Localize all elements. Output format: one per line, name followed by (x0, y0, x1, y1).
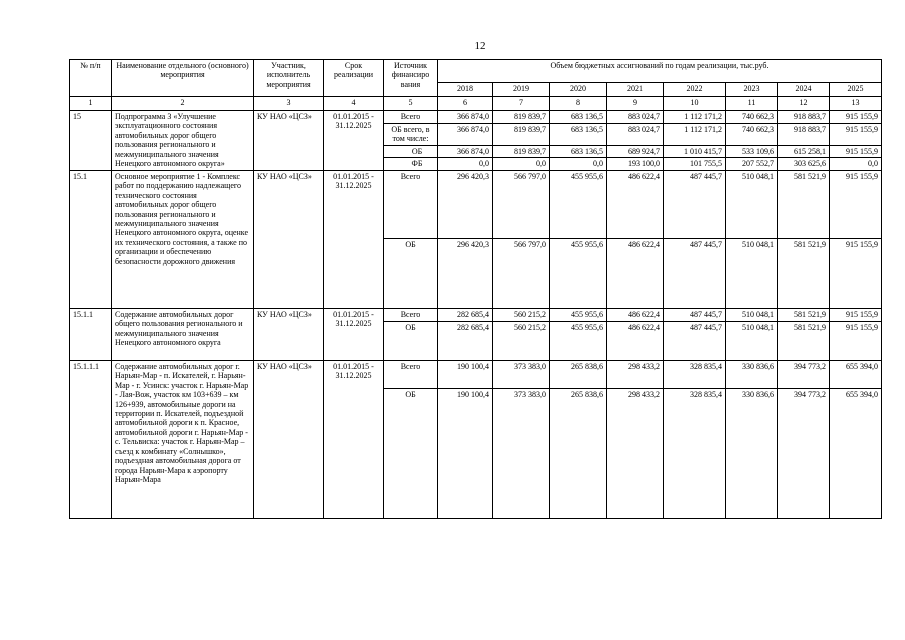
budget-value: 193 100,0 (607, 158, 664, 170)
budget-value: 915 155,9 (830, 308, 882, 321)
column-index-cell: 2 (112, 97, 254, 111)
funding-source: ОБ (384, 388, 438, 518)
budget-value: 1 112 171,2 (664, 111, 726, 124)
budget-value: 683 136,5 (550, 111, 607, 124)
budget-value: 190 100,4 (438, 360, 493, 388)
budget-value: 296 420,3 (438, 170, 493, 238)
budget-value: 655 394,0 (830, 388, 882, 518)
budget-value: 510 048,1 (726, 321, 778, 360)
budget-value: 101 755,5 (664, 158, 726, 170)
funding-source: ОБ (384, 321, 438, 360)
budget-value: 560 215,2 (493, 321, 550, 360)
table-row (70, 170, 882, 238)
funding-source: Всего (384, 170, 438, 238)
budget-value: 581 521,9 (778, 308, 830, 321)
budget-value: 581 521,9 (778, 321, 830, 360)
budget-value: 566 797,0 (493, 238, 550, 308)
budget-value: 282 685,4 (438, 321, 493, 360)
column-index-cell: 11 (726, 97, 778, 111)
index-row (70, 97, 882, 111)
budget-value: 0,0 (830, 158, 882, 170)
budget-value: 366 874,0 (438, 111, 493, 124)
budget-value: 330 836,6 (726, 388, 778, 518)
table-row (70, 360, 882, 388)
item-participant: КУ НАО «ЦСЗ» (254, 360, 324, 518)
budget-value: 296 420,3 (438, 238, 493, 308)
column-index-cell: 8 (550, 97, 607, 111)
budget-value: 915 155,9 (830, 170, 882, 238)
funding-source: ОБ всего, в том числе: (384, 124, 438, 146)
budget-value: 455 955,6 (550, 308, 607, 321)
budget-value: 510 048,1 (726, 170, 778, 238)
year-header-cell: 2025 (830, 83, 882, 97)
budget-value: 510 048,1 (726, 308, 778, 321)
item-participant: КУ НАО «ЦСЗ» (254, 170, 324, 308)
budget-value: 486 622,4 (607, 238, 664, 308)
item-term: 01.01.2015 - 31.12.2025 (324, 170, 384, 308)
header-row (70, 60, 882, 83)
column-index-cell: 13 (830, 97, 882, 111)
budget-value: 533 109,6 (726, 145, 778, 157)
item-term: 01.01.2015 - 31.12.2025 (324, 111, 384, 171)
budget-value: 373 383,0 (493, 388, 550, 518)
budget-value: 819 839,7 (493, 145, 550, 157)
budget-value: 455 955,6 (550, 321, 607, 360)
budget-value: 265 838,6 (550, 388, 607, 518)
column-index-cell: 10 (664, 97, 726, 111)
item-participant: КУ НАО «ЦСЗ» (254, 111, 324, 171)
budget-value: 915 155,9 (830, 111, 882, 124)
budget-value: 303 625,6 (778, 158, 830, 170)
budget-value: 581 521,9 (778, 170, 830, 238)
header-participant: Участник, исполнитель мероприятия (254, 60, 324, 97)
column-index-cell: 9 (607, 97, 664, 111)
budget-value: 1 010 415,7 (664, 145, 726, 157)
column-index-cell: 6 (438, 97, 493, 111)
item-term: 01.01.2015 - 31.12.2025 (324, 308, 384, 360)
budget-value: 366 874,0 (438, 124, 493, 146)
budget-value: 486 622,4 (607, 308, 664, 321)
budget-value: 487 445,7 (664, 238, 726, 308)
budget-value: 394 773,2 (778, 360, 830, 388)
budget-value: 282 685,4 (438, 308, 493, 321)
budget-value: 740 662,3 (726, 111, 778, 124)
column-index-cell: 1 (70, 97, 112, 111)
column-index-cell: 5 (384, 97, 438, 111)
budget-value: 510 048,1 (726, 238, 778, 308)
funding-source: ФБ (384, 158, 438, 170)
budget-value: 455 955,6 (550, 170, 607, 238)
budget-value: 915 155,9 (830, 238, 882, 308)
item-name: Основное мероприятие 1 - Комплекс работ по поддержанию надлежащего технического состояния автомобильных дорог общего пользования регионального и межмуниципального значения Ненецкого автономного округа, оценке их технического состояния, а также по организации и обеспечению безопасности дорожного движения (112, 170, 254, 308)
header-term: Срок реализации (324, 60, 384, 97)
budget-value: 190 100,4 (438, 388, 493, 518)
budget-value: 740 662,3 (726, 124, 778, 146)
table-row (70, 308, 882, 321)
column-index-cell: 7 (493, 97, 550, 111)
budget-value: 298 433,2 (607, 388, 664, 518)
budget-value: 655 394,0 (830, 360, 882, 388)
budget-value: 487 445,7 (664, 308, 726, 321)
item-name: Содержание автомобильных дорог общего пользования регионального и межмуниципального значения Ненецкого автономного округа (112, 308, 254, 360)
column-index-cell: 12 (778, 97, 830, 111)
budget-value: 566 797,0 (493, 170, 550, 238)
budget-value: 328 835,4 (664, 388, 726, 518)
budget-value: 366 874,0 (438, 145, 493, 157)
year-header-cell: 2018 (438, 83, 493, 97)
item-participant: КУ НАО «ЦСЗ» (254, 308, 324, 360)
item-name: Содержание автомобильных дорог г. Нарьян-Мар - п. Искателей, г. Нарьян-Мар - г. Усинск: участок г. Нарьян-Мар - Лая-Вож, участок км 103+639 – км 126+939, автомобильные дороги на территории п. Искателей, подъездной автомобильной дороги к п. Красное, автомобильной дороги г. Нарьян-Мар - с. Тельвиска: участок г. Нарьян-Мар – съезд к комбинату «Солнышко», подъездная автомобильная дорога от города Нарьян-Мара к аэропорту Нарьян-Мара (112, 360, 254, 518)
funding-source: Всего (384, 111, 438, 124)
budget-value: 915 155,9 (830, 124, 882, 146)
budget-value: 918 883,7 (778, 111, 830, 124)
header-num: № п/п (70, 60, 112, 97)
budget-value: 298 433,2 (607, 360, 664, 388)
item-number: 15.1 (70, 170, 112, 308)
budget-value: 0,0 (550, 158, 607, 170)
item-name: Подпрограмма 3 «Улучшение эксплуатационного состояния автомобильных дорог общего пользования регионального и межмуниципального значения Ненецкого автономного округа» (112, 111, 254, 171)
item-term: 01.01.2015 - 31.12.2025 (324, 360, 384, 518)
funding-source: Всего (384, 360, 438, 388)
budget-value: 328 835,4 (664, 360, 726, 388)
budget-allocation-table (69, 59, 882, 519)
budget-value: 581 521,9 (778, 238, 830, 308)
budget-value: 486 622,4 (607, 321, 664, 360)
budget-value: 455 955,6 (550, 238, 607, 308)
year-header-cell: 2019 (493, 83, 550, 97)
budget-value: 207 552,7 (726, 158, 778, 170)
budget-value: 819 839,7 (493, 124, 550, 146)
budget-value: 265 838,6 (550, 360, 607, 388)
item-number: 15.1.1.1 (70, 360, 112, 518)
year-header-cell: 2021 (607, 83, 664, 97)
budget-value: 615 258,1 (778, 145, 830, 157)
column-index-cell: 3 (254, 97, 324, 111)
budget-value: 487 445,7 (664, 170, 726, 238)
funding-source: ОБ (384, 145, 438, 157)
budget-value: 883 024,7 (607, 111, 664, 124)
funding-source: Всего (384, 308, 438, 321)
year-header-cell: 2024 (778, 83, 830, 97)
budget-value: 915 155,9 (830, 321, 882, 360)
budget-value: 819 839,7 (493, 111, 550, 124)
budget-value: 0,0 (493, 158, 550, 170)
column-index-cell: 4 (324, 97, 384, 111)
header-name: Наименование отдельного (основного) мероприятия (112, 60, 254, 97)
budget-value: 689 924,7 (607, 145, 664, 157)
budget-value: 683 136,5 (550, 145, 607, 157)
budget-value: 683 136,5 (550, 124, 607, 146)
budget-value: 1 112 171,2 (664, 124, 726, 146)
budget-value: 394 773,2 (778, 388, 830, 518)
page-number: 12 (474, 40, 486, 52)
budget-value: 0,0 (438, 158, 493, 170)
budget-value: 487 445,7 (664, 321, 726, 360)
budget-value: 915 155,9 (830, 145, 882, 157)
budget-value: 486 622,4 (607, 170, 664, 238)
table-row (70, 111, 882, 124)
year-header-cell: 2022 (664, 83, 726, 97)
budget-value: 330 836,6 (726, 360, 778, 388)
year-header-cell: 2023 (726, 83, 778, 97)
item-number: 15.1.1 (70, 308, 112, 360)
budget-value: 560 215,2 (493, 308, 550, 321)
funding-source: ОБ (384, 238, 438, 308)
budget-value: 918 883,7 (778, 124, 830, 146)
header-budget: Объем бюджетных ассигнований по годам реализации, тыс.руб. (438, 60, 882, 83)
budget-value: 883 024,7 (607, 124, 664, 146)
header-source: Источник финансиро вания (384, 60, 438, 97)
budget-value: 373 383,0 (493, 360, 550, 388)
item-number: 15 (70, 111, 112, 171)
year-header-cell: 2020 (550, 83, 607, 97)
